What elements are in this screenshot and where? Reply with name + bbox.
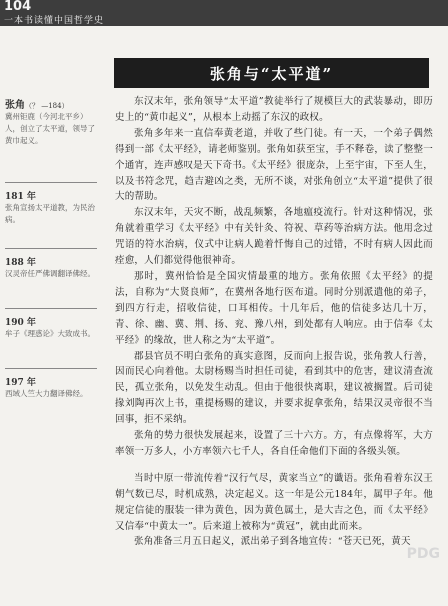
timeline-event: 牟子《理惑论》大致成书。 xyxy=(5,329,95,338)
person-note xyxy=(5,96,97,147)
timeline-entry xyxy=(5,368,97,400)
book-title: 一本书读懂中国哲学史 xyxy=(4,16,105,26)
watermark: PDG xyxy=(406,546,440,562)
timeline-event: 西域人竺大力翻译佛经。 xyxy=(5,389,88,398)
person-name: 张角（？ —184） xyxy=(5,100,69,111)
paragraph: 东汉末年，张角领导“太平道”教徒举行了规模巨大的武装暴动，即历史上的“黄巾起义”，从根本上动摇了东汉的政权。 xyxy=(115,96,433,123)
page-header xyxy=(0,0,448,26)
paragraph: 郡县官员不明白张角的真实意图，反而向上报告说，张角教人行善，因而民心向着他。太尉杨赐当时担任司徒，看到其中的危害，建议清查流民，孤立张角，以免发生动乱。但由于他很快离职，建议被搁置。后司徒掾刘陶再次上书，重提杨赐的建议，并要求捉拿张角，结果汉灵帝很不当回事，拒不采纳。 xyxy=(115,350,433,426)
timeline-year: 181 年 xyxy=(5,192,36,202)
timeline-year: 190 年 xyxy=(5,318,36,328)
divider xyxy=(5,248,97,249)
timeline-entry xyxy=(5,308,97,340)
timeline-year: 188 年 xyxy=(5,258,36,268)
person-dates: （？ —184） xyxy=(25,102,69,110)
section-title: 张角与“太平道” xyxy=(114,58,429,88)
page-number: 104 xyxy=(4,0,32,14)
timeline-entry xyxy=(5,182,97,226)
timeline-event: 张角宣扬太平道教，为民治病。 xyxy=(5,203,95,224)
person-bio: 冀州钜鹿（今河北平乡）人，创立了太平道，领导了黄巾起义。 xyxy=(5,112,95,145)
timeline-year: 197 年 xyxy=(5,378,36,388)
divider xyxy=(5,368,97,369)
body-text xyxy=(115,94,433,550)
paragraph: 张角的势力很快发展起来，设置了三十六方。方，有点像将军，大方率领一万多人，小方率领六七千人，各自任命他们下面的各级头领。 xyxy=(115,430,433,457)
paragraph: 东汉末年，天灾不断，战乱频繁，各地瘟疫流行。针对这种情况，张角就着重学习《太平经》中有关针灸、符祝、草药等治病方法。他用念过咒语的符水治病，仪式中让病人跪着忏悔自己的过错，不时有病人因此而痊愈，人们都觉得他很神奇。 xyxy=(115,207,433,267)
timeline-entry xyxy=(5,248,97,280)
paragraph: 张角准备三月五日起义，派出弟子到各地宣传：“苍天已死，黄天 xyxy=(134,536,411,548)
divider xyxy=(5,308,97,309)
timeline-event: 汉灵帝任严佛调翻译佛经。 xyxy=(5,269,95,278)
paragraph: 那时，冀州恰恰是全国灾情最重的地方。张角依照《太平经》的提法，自称为“大贤良师”，在冀州各地行医布道。同时分别派遣他的弟子，到四方行走，招收信徒，口耳相传。十几年后，他的信徒多达几十万，青、徐、幽、冀、荆、扬、兖、豫八州，到处都有人响应。由于信奉《太平经》的缘故，世人称之为“太平道”。 xyxy=(115,270,433,346)
paragraph: 当时中原一带流传着“汉行气尽，黄家当立”的谶语。张角看着东汉王朝气数已尽，时机成熟，决定起义。这一年是公元184年，属甲子年。他规定信徒的服装一律为黄色，因为黄色属土，是大吉之色，而《太平经》又信奉“中黄太一”。后来道上被称为“黄冠”，就由此而来。 xyxy=(115,472,433,532)
paragraph: 张角多年来一直信奉黄老道，并收了些门徒。有一天，一个弟子偶然得到一部《太平经》，请老师鉴别。张角如获至宝，手不释卷，读了整整一个通宵，连声感叹是天下奇书。《太平经》很庞杂，上至宇宙，下至人生，以及书符念咒，趋吉避凶之类，无所不谈，对张角创立“太平道”提供了很大的帮助。 xyxy=(115,127,433,203)
divider xyxy=(5,182,97,183)
